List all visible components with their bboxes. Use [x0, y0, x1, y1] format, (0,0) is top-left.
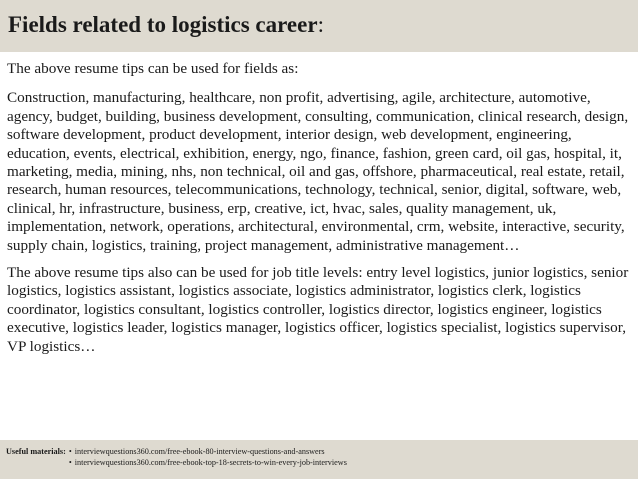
bullet-icon: • [68, 447, 72, 456]
title-bar [0, 0, 638, 52]
footer-link-text: interviewquestions360.com/free-ebook-80-interview-questions-and-answers [74, 447, 325, 456]
page-title-colon: : [317, 12, 324, 37]
useful-materials-separator: : [63, 447, 66, 456]
job-levels-paragraph: The above resume tips also can be used for job title levels: entry level logistics, junior logistics, senior logistics, logistics assistant, logistics associate, logistics administrator, logistics clerk, logistics coordinator, logistics consultant, logistics controller, logistics director, logistics engineer, logistics executive, logistics leader, logistics manager, logistics officer, logistics specialist, logistics supervisor, VP logistics… [7, 264, 629, 355]
bullet-icon: • [68, 458, 72, 467]
footer-bar [0, 440, 638, 479]
footer-link-ebook-18-secrets[interactable] [69, 457, 347, 468]
useful-materials-label-text: Useful materials [6, 447, 64, 456]
main-content [7, 60, 633, 356]
useful-materials-links [69, 446, 347, 468]
page-title [8, 12, 324, 38]
intro-paragraph: The above resume tips can be used for fields as: [7, 60, 299, 77]
page-title-text: Fields related to logistics career [8, 12, 318, 37]
footer-link-ebook-80-questions[interactable] [69, 446, 347, 457]
useful-materials [6, 446, 347, 468]
useful-materials-label [6, 446, 66, 468]
fields-paragraph: Construction, manufacturing, healthcare, non profit, advertising, agile, architecture, automotive, agency, budget, building, business development, consulting, communication, clinical research, design, software development, product development, interior design, web development, engineering, education, events, electrical, exhibition, energy, ngo, finance, fashion, green card, oil gas, hospital, it, marketing, media, mining, nhs, non technical, oil and gas, offshore, pharmaceutical, real estate, retail, research, human resources, telecommunications, technology, technical, senior, digital, software, web, clinical, hr, infrastructure, business, erp, creative, ict, hvac, sales, quality management, uk, implementation, network, operations, architectural, environmental, crm, website, interactive, security, supply chain, logistics, training, project management, administrative management… [7, 89, 629, 254]
footer-link-text: interviewquestions360.com/free-ebook-top-18-secrets-to-win-every-job-interviews [74, 458, 347, 467]
